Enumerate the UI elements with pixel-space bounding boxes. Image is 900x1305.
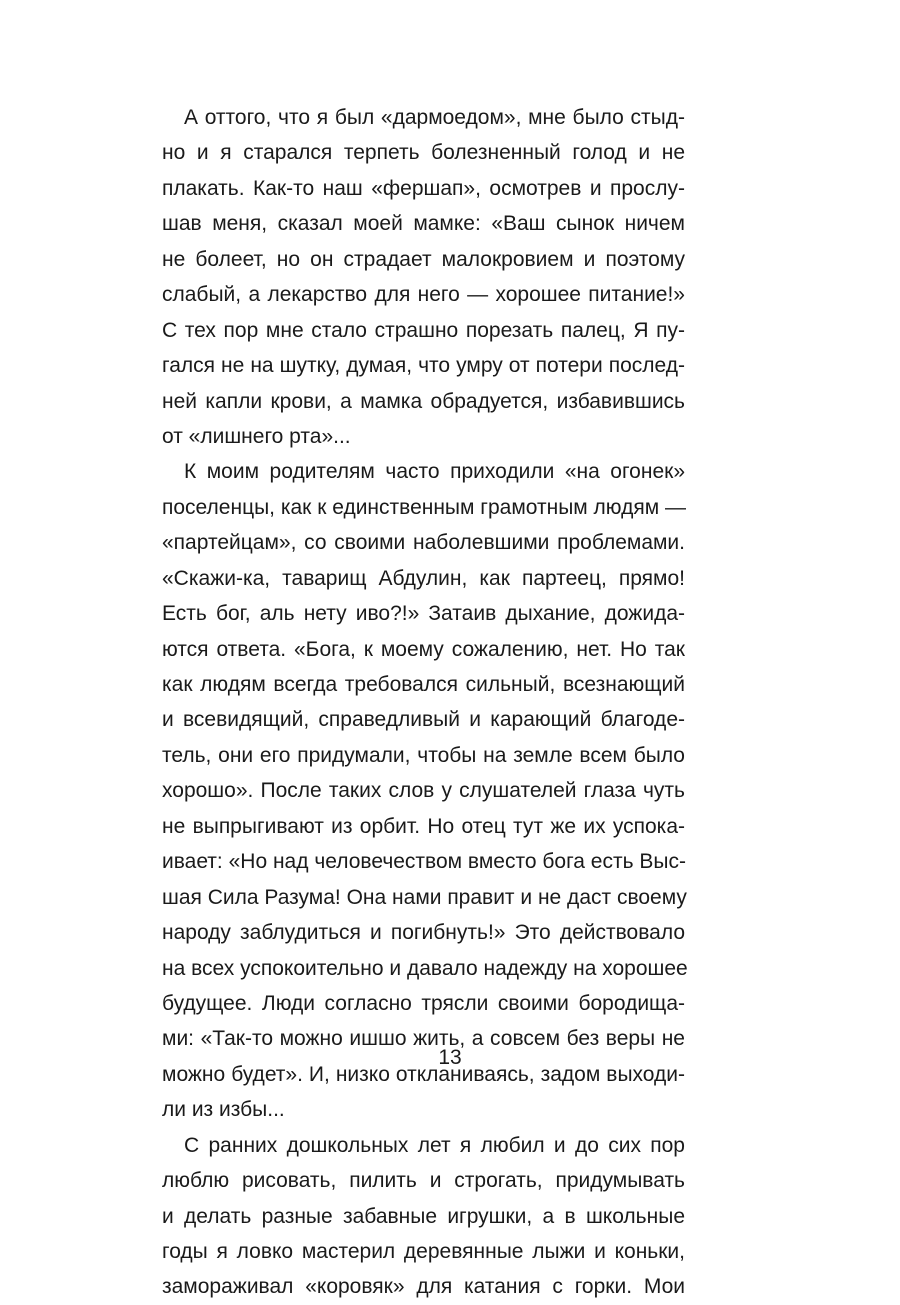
text-line: будущее. Люди согласно трясли своими бородища- [162,991,685,1015]
text-line: люблю рисовать, пилить и строгать, придумывать [162,1169,685,1193]
text-line: С тех пор мне стало страшно порезать палец, Я пу- [162,318,685,342]
text-line: «Скажи-ка, таварищ Абдулин, как партеец, прямо! [162,566,685,590]
text-line: на всех успокоительно и давало надежду на хорошее [162,956,688,980]
text-line: не болеет, но он страдает малокровием и поэтому [162,247,685,271]
text-line: К моим родителям часто приходили «на огонек» [184,460,685,484]
page-number: 13 [438,1046,462,1069]
text-line: и всевидящий, справедливый и карающий благоде- [162,708,685,732]
text-line: но и я старался терпеть болезненный голод и не [162,141,685,165]
text-line: народу заблудиться и погибнуть!» Это действовало [162,921,685,945]
text-line: С ранних дошкольных лет я любил и до сих пор [184,1133,685,1157]
text-line: гался не на шутку, думая, что умру от потери послед- [162,354,685,378]
text-line: А оттого, что я был «дармоедом», мне было стыд- [184,106,685,129]
text-line: замораживал «коровяк» для катания с горки. Мои [162,1275,685,1299]
body-text [162,100,688,1305]
text-line: годы я ловко мастерил деревянные лыжи и коньки, [162,1240,685,1263]
text-line: слабый, а лекарство для него — хорошее питание!» [162,283,685,307]
text-line: ми: «Так-то можно ишшо жить, а совсем без веры не [162,1027,685,1051]
text-line: «партейцам», со своими наболевшими проблемами. [162,531,685,555]
text-line: не выпрыгивают из орбит. Но отец тут же их успока- [162,814,685,838]
text-line: шая Сила Разума! Она нами правит и не даст своему [162,885,687,909]
text-line: ли из избы... [162,1098,285,1122]
text-line: от «лишнего рта»... [162,424,351,448]
text-line: Есть бог, аль нету иво?!» Затаив дыхание, дожида- [162,602,685,626]
text-line: поселенцы, как к единственным грамотным людям — [162,495,686,519]
text-line: и делать разные забавные игрушки, а в школьные [162,1204,685,1228]
text-line: ивает: «Но над человечеством вместо бога есть Выс- [162,850,686,874]
text-line: ются ответа. «Бога, к моему сожалению, нет. Но так [162,637,685,661]
text-line: шав меня, сказал моей мамке: «Ваш сынок ничем [162,212,685,236]
text-line: плакать. Как-то наш «фершап», осмотрев и прослу- [162,176,685,200]
text-line: хорошо». После таких слов у слушателей глаза чуть [162,779,685,803]
text-line: как людям всегда требовался сильный, всезнающий [162,673,685,696]
text-line: тель, они его придумали, чтобы на земле всем было [162,743,685,767]
text-line: ней капли крови, а мамка обрадуется, избавившись [162,389,685,413]
text-line: можно будет». И, низко откланиваясь, задом выходи- [162,1062,685,1086]
